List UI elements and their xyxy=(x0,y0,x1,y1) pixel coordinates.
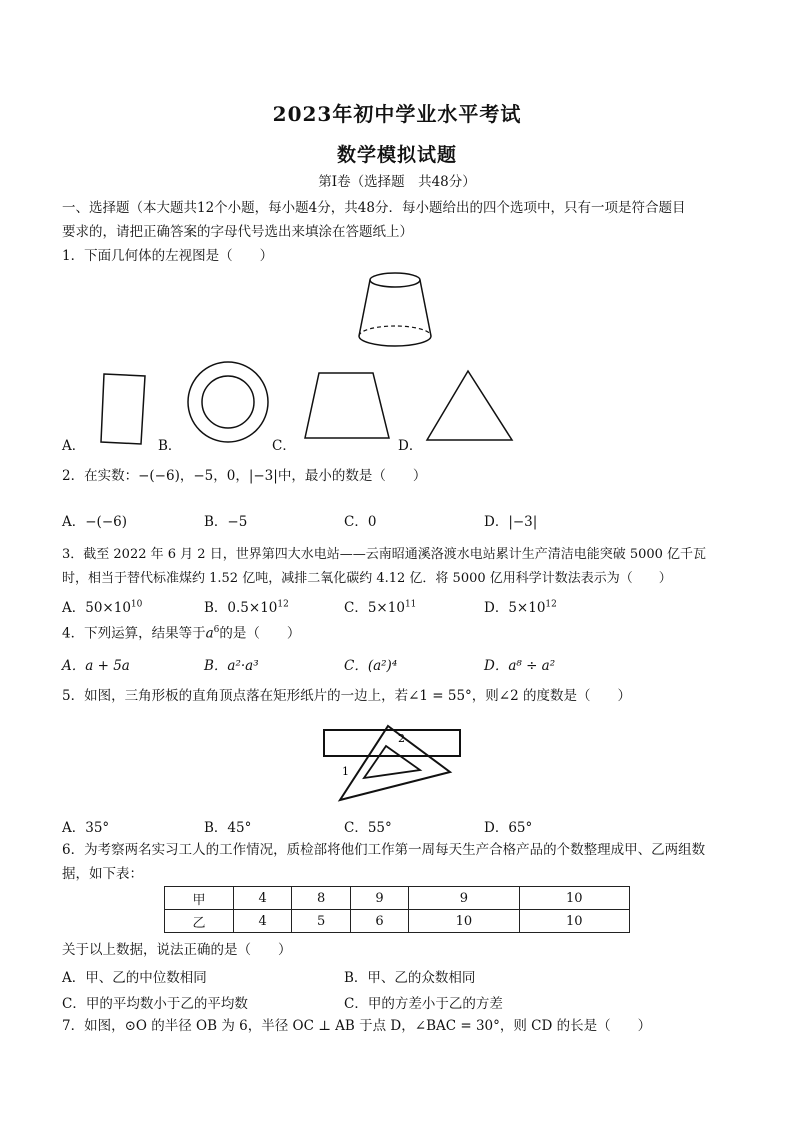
q4-option-b: B．a²·a³ xyxy=(204,658,259,674)
q1-option-c-trapezoid xyxy=(303,370,393,442)
volume-heading: 第Ⅰ卷（选择题 共48分） xyxy=(318,174,476,190)
q5-option-d: D．65° xyxy=(484,820,533,836)
q3-option-b: B．$0.5\times 10^{12}$ xyxy=(204,599,289,616)
page-title: 2023年初中学业水平考试 xyxy=(272,102,522,126)
question-1-stem: 1．下面几何体的左视图是（ ） xyxy=(62,248,274,264)
table-cell: 乙 xyxy=(165,910,234,933)
q1-option-d-triangle xyxy=(424,368,516,444)
table-cell: 10 xyxy=(519,887,629,910)
q6-option-a: A．甲、乙的中位数相同 xyxy=(62,970,207,986)
q2-option-b: B．−5 xyxy=(204,514,248,530)
table-row xyxy=(165,887,630,910)
question-6-after-table: 关于以上数据，说法正确的是（ ） xyxy=(62,942,292,958)
q1-option-a-rectangle xyxy=(100,372,150,448)
q5-option-c: C．55° xyxy=(344,820,392,836)
table-cell: 9 xyxy=(350,887,408,910)
question-6-line1: 6．为考察两名实习工人的工作情况，质检部将他们工作第一周每天生产合格产品的个数整理成甲、乙两组数 xyxy=(62,842,706,858)
table-cell: 4 xyxy=(234,910,292,933)
table-cell: 10 xyxy=(409,910,519,933)
q5-option-b: B．45° xyxy=(204,820,252,836)
q6-option-c: C．甲的平均数小于乙的平均数 xyxy=(62,996,248,1012)
table-cell: 甲 xyxy=(165,887,234,910)
table-cell: 8 xyxy=(292,887,350,910)
q3-option-c: C．$5\times 10^{11}$ xyxy=(344,599,417,616)
table-row xyxy=(165,910,630,933)
section-instructions-line2: 要求的，请把正确答案的字母代号选出来填涂在答题纸上） xyxy=(62,224,413,240)
angle-2-label: 2 xyxy=(398,732,405,745)
q2-option-c: C．0 xyxy=(344,514,377,530)
q3-option-a: A．$50\times 10^{10}$ xyxy=(62,599,143,616)
q2-option-d: D．|−3| xyxy=(484,514,538,530)
table-cell: 5 xyxy=(292,910,350,933)
question-5-stem: 5．如图，三角形板的直角顶点落在矩形纸片的一边上，若∠1 = 55°，则∠2 的度数是（ ） xyxy=(62,688,632,704)
question-7-stem: 7．如图，⊙O 的半径 OB 为 6，半径 OC ⊥ AB 于点 D，∠BAC = 30°，则 CD 的长是（ ） xyxy=(62,1018,652,1034)
table-cell: 6 xyxy=(350,910,408,933)
q4-option-d: D．a⁸ ÷ a² xyxy=(484,658,556,674)
data-table xyxy=(164,886,630,933)
q2-option-a: A．−(−6) xyxy=(62,514,127,530)
question-3-line1: 3．截至 2022 年 6 月 2 日，世界第四大水电站——云南昭通溪洛渡水电站累计生产清洁电能突破 5000 亿千瓦 xyxy=(62,547,707,562)
q1-option-a-label: A． xyxy=(62,438,86,454)
q3-option-d: D．$5\times 10^{12}$ xyxy=(484,599,557,616)
section-instructions-line1: 一、选择题（本大题共12个小题，每小题4分，共48分．每小题给出的四个选项中，只有一项是符合题目 xyxy=(62,200,686,216)
page-subtitle: 数学模拟试题 xyxy=(336,144,457,166)
q6-option-b: B．甲、乙的众数相同 xyxy=(344,970,476,986)
q5-triangle-ruler-figure xyxy=(318,720,468,804)
q1-option-d-label: D． xyxy=(398,438,423,454)
table-cell: 9 xyxy=(409,887,519,910)
q1-option-c-label: C． xyxy=(272,438,296,454)
question-3-line2: 时，相当于替代标准煤约 1.52 亿吨，减排二氧化碳约 4.12 亿．将 5000 亿用科学计数法表示为（ ） xyxy=(62,571,672,586)
q4-option-a: A．a + 5a xyxy=(62,658,130,674)
q1-frustum-figure xyxy=(355,268,435,352)
question-2-stem: 2．在实数：−(−6)，−5，0，|−3|中，最小的数是（ ） xyxy=(62,468,427,484)
q1-option-b-label: B． xyxy=(158,438,182,454)
q1-option-b-ring xyxy=(186,360,270,444)
q5-option-a: A．35° xyxy=(62,820,110,836)
question-4-stem: 4．下列运算，结果等于$a^6$的是（ ） xyxy=(62,625,301,642)
table-cell: 4 xyxy=(234,887,292,910)
q4-option-c: C．(a²)⁴ xyxy=(344,658,398,674)
question-6-line2: 据，如下表： xyxy=(62,866,143,882)
angle-1-label: 1 xyxy=(342,765,349,778)
q6-option-d: C．甲的方差小于乙的方差 xyxy=(344,996,503,1012)
table-cell: 10 xyxy=(519,910,629,933)
